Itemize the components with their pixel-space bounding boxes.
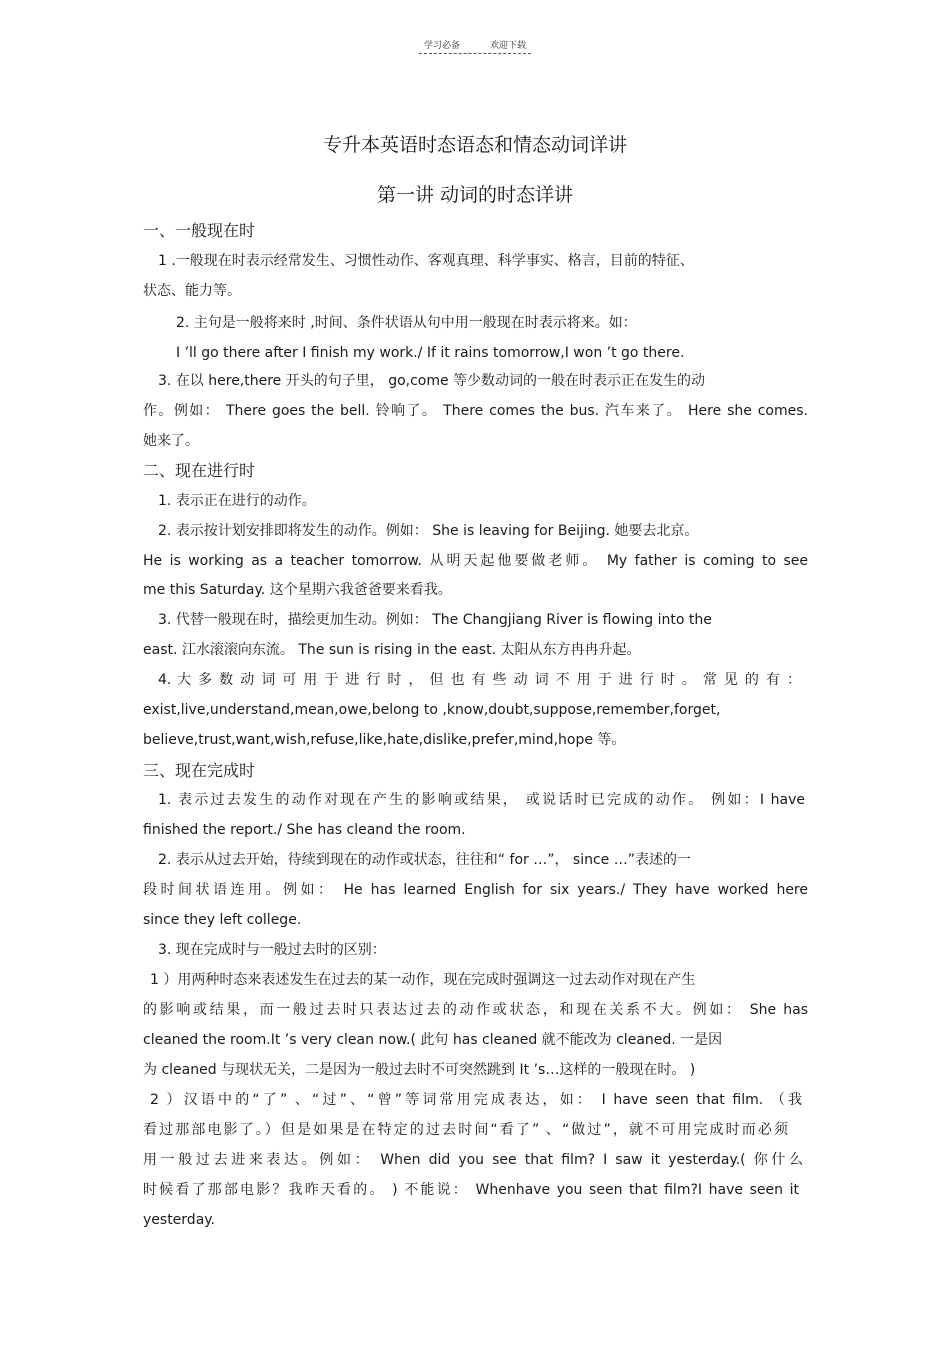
text-line: 状态、能力等。 [143,283,241,299]
lecture-subtitle: 第一讲 动词的时态详讲 [376,184,574,206]
text-line: 用一般过去进来表达。例如： When did you see that film? I saw it yesterday.( 你什么 [143,1152,803,1168]
section-heading: 一、一般现在时 [143,221,256,240]
text-line: yesterday. [143,1212,216,1228]
text-line: cleaned the room.It ’s very clean now.( 此句 has cleaned 就不能改为 cleaned. 一是因 [143,1032,723,1048]
text-line: 为 cleaned 与现状无关，二是因为一般过去时不可突然跳到 It ’s…这样的一般现在时。 ) [143,1062,696,1078]
text-line: 的影响或结果，而一般过去时只表达过去的动作或状态，和现在关系不大。例如： She has [143,1002,808,1018]
text-line: me this Saturday. 这个星期六我爸爸要来看我。 [143,582,452,598]
text-line: exist,live,understand,mean,owe,belong to ,know,doubt,suppose,remember,forget, [143,702,721,718]
header-right-text: 欢迎下载 [490,41,527,51]
text-line: believe,trust,want,wish,refuse,like,hate,dislike,prefer,mind,hope 等。 [143,732,626,748]
text-line: 段时间状语连用。例如： He has learned English for six years./ They have worked here [143,882,808,898]
text-line: since they left college. [143,912,302,928]
text-line: 4. 大 多 数 动 词 可 用 于 进 行 时 ， 但 也 有 些 动 词 不 用 于 进 行 时 。 常 见 的 有 ： [158,672,801,688]
text-line: 时候看了那部电影？我昨天看的。 ) 不能说： Whenhave you seen that film?I have seen it [143,1182,799,1198]
header-left-text: 学习必备 [423,41,460,51]
text-line: finished the report./ She has cleand the room. [143,822,466,838]
text-line: 3. 代替一般现在时，描绘更加生动。例如： The Changjiang River is flowing into the [158,612,712,628]
text-line: 她来了。 [143,433,199,449]
text-line: east. 江水滚滚向东流。 The sun is rising in the east. 太阳从东方冉冉升起。 [143,642,641,658]
document-title: 专升本英语时态语态和情态动词详讲 [322,134,627,156]
text-line: He is working as a teacher tomorrow. 从明天起他要做老师。 My father is coming to see [143,553,808,569]
text-line: 3. 现在完成时与一般过去时的区别： [158,942,386,958]
text-line: 2 ）汉语中的“了” 、“过”、“曾”等词常用完成表达，如： I have seen that film. （我 [150,1092,802,1108]
text-line: 作。例如： There goes the bell. 铃响了。 There comes the bus. 汽车来了。 Here she comes. [143,403,808,419]
section-heading: 三、现在完成时 [143,761,256,780]
text-line: I ’ll go there after I finish my work./ If it rains tomorrow,I won ’t go there. [176,345,685,361]
text-line: 1. 表示过去发生的动作对现在产生的影响或结果， 或说话时已完成的动作。 例如：I have [158,792,805,808]
text-line: 看过那部电影了。）但是如果是在特定的过去时间“看了” 、“做过”，就不可用完成时而必须 [143,1122,788,1138]
text-line: 3. 在以 here,there 开头的句子里， go,come 等少数动词的一般在时表示正在发生的动 [158,373,706,389]
text-line: 2. 表示按计划安排即将发生的动作。例如： She is leaving for Beijing. 她要去北京。 [158,523,699,539]
text-line: 1 .一般现在时表示经常发生、习惯性动作、客观真理、科学事实、格言，目前的特征、 [158,253,694,269]
text-line: 2. 主句是一般将来时 ,时间、条件状语从句中用一般现在时表示将来。如： [176,315,637,331]
page-header [0,38,950,51]
text-line: 1 ）用两种时态来表述发生在过去的某一动作，现在完成时强调这一过去动作对现在产生 [150,972,696,988]
header-divider [419,53,531,54]
text-line: 2. 表示从过去开始，待续到现在的动作或状态，往往和“ for …”， since …”表述的一 [158,852,691,868]
text-line: 1. 表示正在进行的动作。 [158,493,316,509]
section-heading: 二、现在进行时 [143,461,256,480]
